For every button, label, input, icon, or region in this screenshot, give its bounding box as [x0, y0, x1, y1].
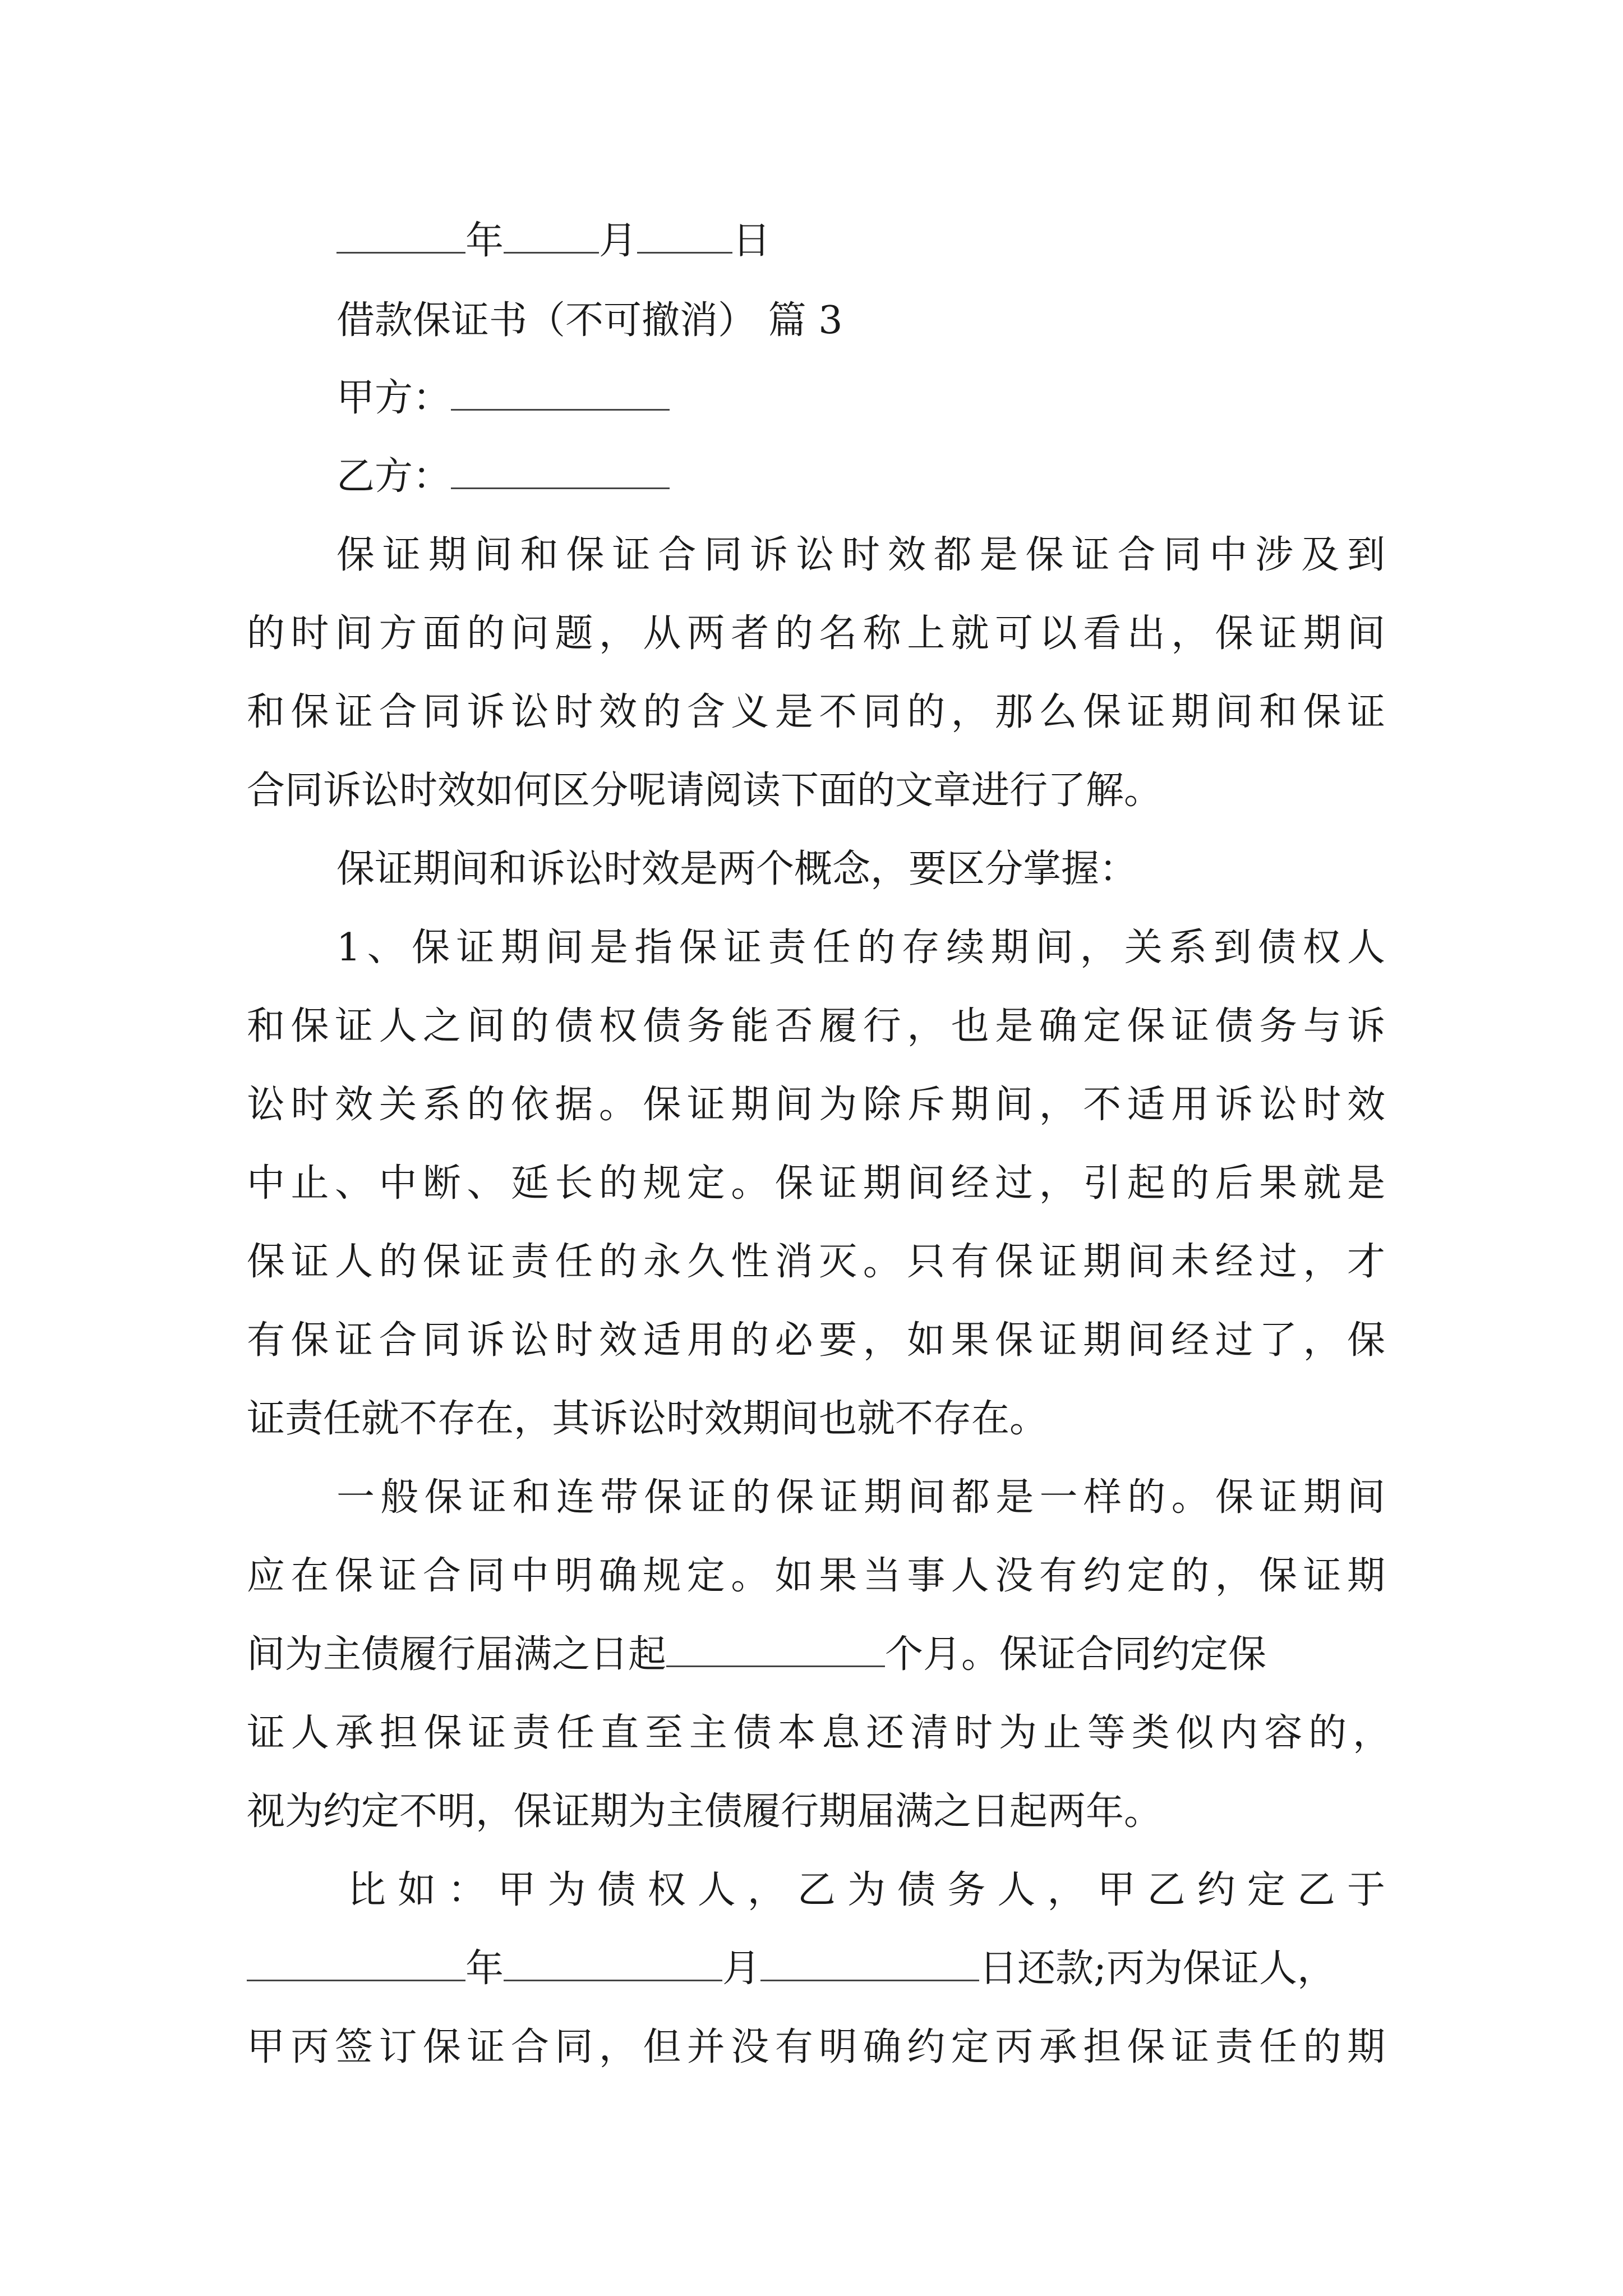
paragraph-4-line-5: 视为约定不明，保证期为主债履行期届满之日起两年。 [247, 1789, 1163, 1834]
paragraph-3-line-4: 中止、中断、延长的规定。保证期间经过，引起的后果就是 [247, 1161, 1385, 1205]
party-a-blank [451, 374, 670, 411]
paragraph-4-line-1: 一般保证和连带保证的保证期间都是一样的。保证期间 [336, 1475, 1385, 1520]
paragraph-3-line-6: 有保证合同诉讼时效适用的必要，如果保证期间经过了，保 [247, 1318, 1385, 1363]
paragraph-3-line-2: 和保证人之间的债权债务能否履行，也是确定保证债务与诉 [247, 1004, 1385, 1048]
repay-day-rest: 日还款;丙为保证人， [979, 1947, 1335, 1991]
paragraph-1-line-2: 的时间方面的问题，从两者的名称上就可以看出，保证期间 [247, 611, 1385, 656]
party-a-line [336, 373, 1623, 424]
repay-year-blank [247, 1945, 465, 1981]
month-label: 月 [599, 219, 638, 263]
month-blank [504, 217, 599, 254]
paragraph-5-line-2 [247, 1944, 1623, 1994]
paragraph-5-line-3: 甲丙签订保证合同，但并没有明确约定丙承担保证责任的期 [247, 2025, 1385, 2069]
repay-month-blank [504, 1945, 722, 1981]
paragraph-4-line-3-before: 间为主债履行届满之日起 [247, 1632, 667, 1677]
date-line [336, 216, 1009, 266]
day-blank [637, 217, 732, 254]
day-label: 日 [732, 219, 771, 263]
paragraph-3-line-5: 保证人的保证责任的永久性消灭。只有保证期间未经过，才 [247, 1240, 1385, 1284]
repay-month-label: 月 [722, 1947, 761, 1991]
document-title: 借款保证书（不可撤消） 篇 3 [336, 298, 843, 343]
repay-day-blank [760, 1945, 979, 1981]
paragraph-4-line-3-after: 个月。保证合同约定保 [885, 1632, 1267, 1677]
party-b-label: 乙方： [336, 454, 451, 499]
party-b-line [336, 452, 1623, 502]
year-blank [336, 217, 465, 254]
paragraph-1-line-3: 和保证合同诉讼时效的含义是不同的，那么保证期间和保证 [247, 690, 1385, 734]
paragraph-4-line-3 [247, 1630, 1623, 1680]
paragraph-3-line-7: 证责任就不存在，其诉讼时效期间也就不存在。 [247, 1397, 1048, 1441]
paragraph-3-line-3: 讼时效关系的依据。保证期间为除斥期间，不适用诉讼时效 [247, 1083, 1385, 1127]
paragraph-2-line-1: 保证期间和诉讼时效是两个概念，要区分掌握： [336, 847, 1138, 891]
paragraph-4-line-4: 证人承担保证责任直至主债本息还清时为止等类似内容的， [247, 1711, 1391, 1755]
repay-year-label: 年 [465, 1947, 504, 1991]
paragraph-5-line-1: 比如：甲为债权人，乙为债务人，甲乙约定乙于 [348, 1868, 1385, 1912]
paragraph-1-line-1: 保证期间和保证合同诉讼时效都是保证合同中涉及到 [336, 533, 1385, 577]
paragraph-1-line-4: 合同诉讼时效如何区分呢请阅读下面的文章进行了解。 [247, 769, 1163, 813]
paragraph-3-line-1: 1、保证期间是指保证责任的存续期间，关系到债权人 [336, 926, 1385, 970]
paragraph-4-line-2: 应在保证合同中明确规定。如果当事人没有约定的，保证期 [247, 1554, 1385, 1598]
party-b-blank [451, 453, 670, 489]
year-label: 年 [465, 219, 504, 263]
months-blank [666, 1631, 885, 1667]
party-a-label: 甲方： [336, 376, 451, 420]
